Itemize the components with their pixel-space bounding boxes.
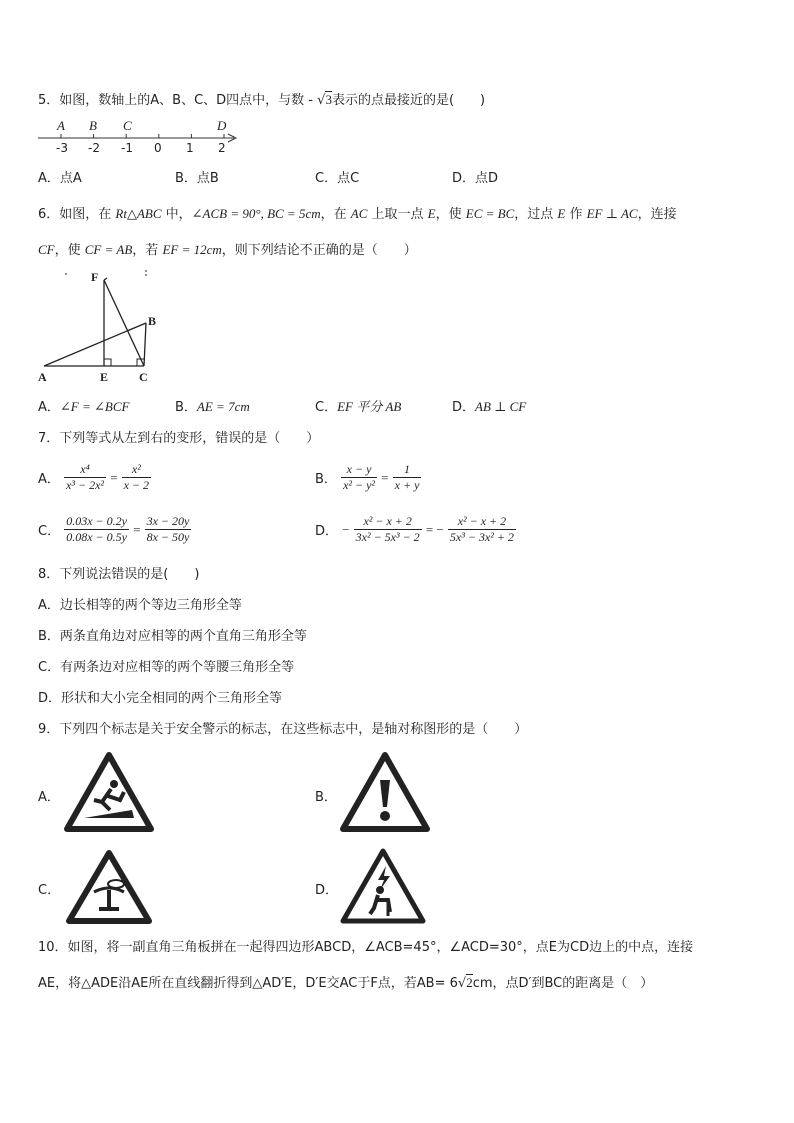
q7-option-b: B． $\frac{x - y}{\text{x² − y²}}$ = $\frac{1}{x + y}$ xyxy=(315,462,420,492)
q6-triangle-figure xyxy=(36,266,166,386)
number-line-label-d: D xyxy=(217,118,227,133)
q7d-lhs: $\frac{\text{x² − x + 2}}{\text{3x² − 5x³ − 2}}$ xyxy=(355,514,420,544)
q7b-lhs: $\frac{x - y}{\text{x² − y²}}$ xyxy=(343,462,376,492)
q5-radicand: 3 xyxy=(325,92,332,107)
q5-option-a: A．点A xyxy=(38,171,82,186)
tick-label-0: 0 xyxy=(154,141,162,155)
q6-option-d: D．AB ⊥ CF xyxy=(452,399,527,415)
number-line-label-b: B xyxy=(89,118,97,133)
q7b-rhs: $\frac{1}{x + y}$ xyxy=(394,462,420,492)
q9-option-c-letter: C． xyxy=(38,883,61,898)
q8-option-c: C．有两条边对应相等的两个等腰三角形全等 xyxy=(38,660,295,675)
electric-shock-warning-sign-icon xyxy=(340,848,426,924)
q5-option-b: B．点B xyxy=(175,171,219,186)
q7-option-d: D． − $\frac{\text{x² − x + 2}}{\text{3x² − 5x³ − 2}}$ = − $\frac{\text{x² − x + 2}}{\text{5x³ − 3x² + 2}}$ xyxy=(315,514,514,544)
tick-label-1: 1 xyxy=(186,141,194,155)
q6-stem-line2: CF，使 CF = AB，若 EF = 12cm，则下列结论不正确的是（ ） xyxy=(38,242,417,258)
q5-stem-before: 5．如图，数轴上的A、B、C、D四点中，与数 - xyxy=(38,93,318,108)
q6-stem-line1: 6．如图，在 Rt△ABC 中，∠ACB = 90°, BC = 5cm，在 AC 上取一点 E，使 EC = BC，过点 E 作 EF ⊥ AC，连接 xyxy=(38,206,677,222)
q5-stem-after: 表示的点最接近的是( ) xyxy=(331,93,486,108)
q6-triangle-svg xyxy=(36,266,166,386)
sqrt-sign: √ xyxy=(317,93,326,108)
tick-label-2: 2 xyxy=(218,141,226,155)
q9-option-d-letter: D． xyxy=(315,883,339,898)
q9-option-b-letter: B． xyxy=(315,790,337,805)
tick-label--3: -3 xyxy=(56,141,68,155)
q5-option-d: D．点D xyxy=(452,171,499,186)
q7-stem: 7．下列等式从左到右的变形，错误的是（ ） xyxy=(38,431,320,446)
q9-option-a-letter: A． xyxy=(38,790,60,805)
pressure-valve-warning-sign-icon xyxy=(66,850,152,924)
q7-option-c: C． $\frac{0.03x - 0.2y}{0.08x - 0.5y}$ = $\frac{3x - 20y}{8x - 50y}$ xyxy=(38,514,190,544)
q7c-lhs: $\frac{0.03x - 0.2y}{0.08x - 0.5y}$ xyxy=(66,514,127,544)
q7a-lhs: $\frac{\text{x⁴}}{\text{x³ − 2x²}}$ xyxy=(66,462,104,492)
tick-label--2: -2 xyxy=(88,141,100,155)
q10-stem-line2: AE，将△ADE沿AE所在直线翻折得到△AD′E，D′E交AC于F点，若AB= 6√2cm，点D′到BC的距离是（ ） xyxy=(38,975,654,991)
q5-stem xyxy=(38,89,485,108)
q7c-rhs: $\frac{3x - 20y}{8x - 50y}$ xyxy=(146,514,190,544)
q8-option-a: A．边长相等的两个等边三角形全等 xyxy=(38,598,242,613)
q10-stem-line1: 10．如图，将一副直角三角板拼在一起得四边形ABCD，∠ACB=45°，∠ACD=30°，点E为CD边上的中点，连接 xyxy=(38,940,694,955)
q6-label-a: A xyxy=(38,370,47,384)
number-line-label-a: A xyxy=(57,118,65,133)
q6-label-c: C xyxy=(139,370,148,384)
q8-option-b: B．两条直角边对应相等的两个直角三角形全等 xyxy=(38,629,307,644)
q9-stem: 9．下列四个标志是关于安全警示的标志，在这些标志中，是轴对称图形的是（ ） xyxy=(38,722,528,737)
q6-option-c: C．EF 平分 AB xyxy=(315,399,402,415)
q6-option-a: A．∠F = ∠BCF xyxy=(38,399,130,415)
exclamation-warning-sign-icon xyxy=(340,752,430,832)
q6-label-e: E xyxy=(100,370,109,384)
q8-stem: 8．下列说法错误的是( ) xyxy=(38,567,200,582)
q6-option-b: B．AE = 7cm xyxy=(175,399,250,415)
number-line-figure xyxy=(36,118,246,158)
q8-option-d: D．形状和大小完全相同的两个三角形全等 xyxy=(38,691,283,706)
q7-option-a: A． $\frac{\text{x⁴}}{\text{x³ − 2x²}}$ = $\frac{\text{x²}}{x - 2}$ xyxy=(38,462,150,492)
q6-label-f: F xyxy=(91,270,99,284)
q5-option-c: C．点C xyxy=(315,171,360,186)
sqrt-sign: √ xyxy=(457,976,467,991)
number-line-label-c: C xyxy=(123,118,132,133)
slip-warning-sign-icon xyxy=(64,752,154,832)
q7d-rhs: $\frac{\text{x² − x + 2}}{\text{5x³ − 3x² + 2}}$ xyxy=(449,514,514,544)
tick-label--1: -1 xyxy=(121,141,133,155)
q6-label-b: B xyxy=(148,314,157,328)
q7a-rhs: $\frac{\text{x²}}{x - 2}$ xyxy=(123,462,150,492)
